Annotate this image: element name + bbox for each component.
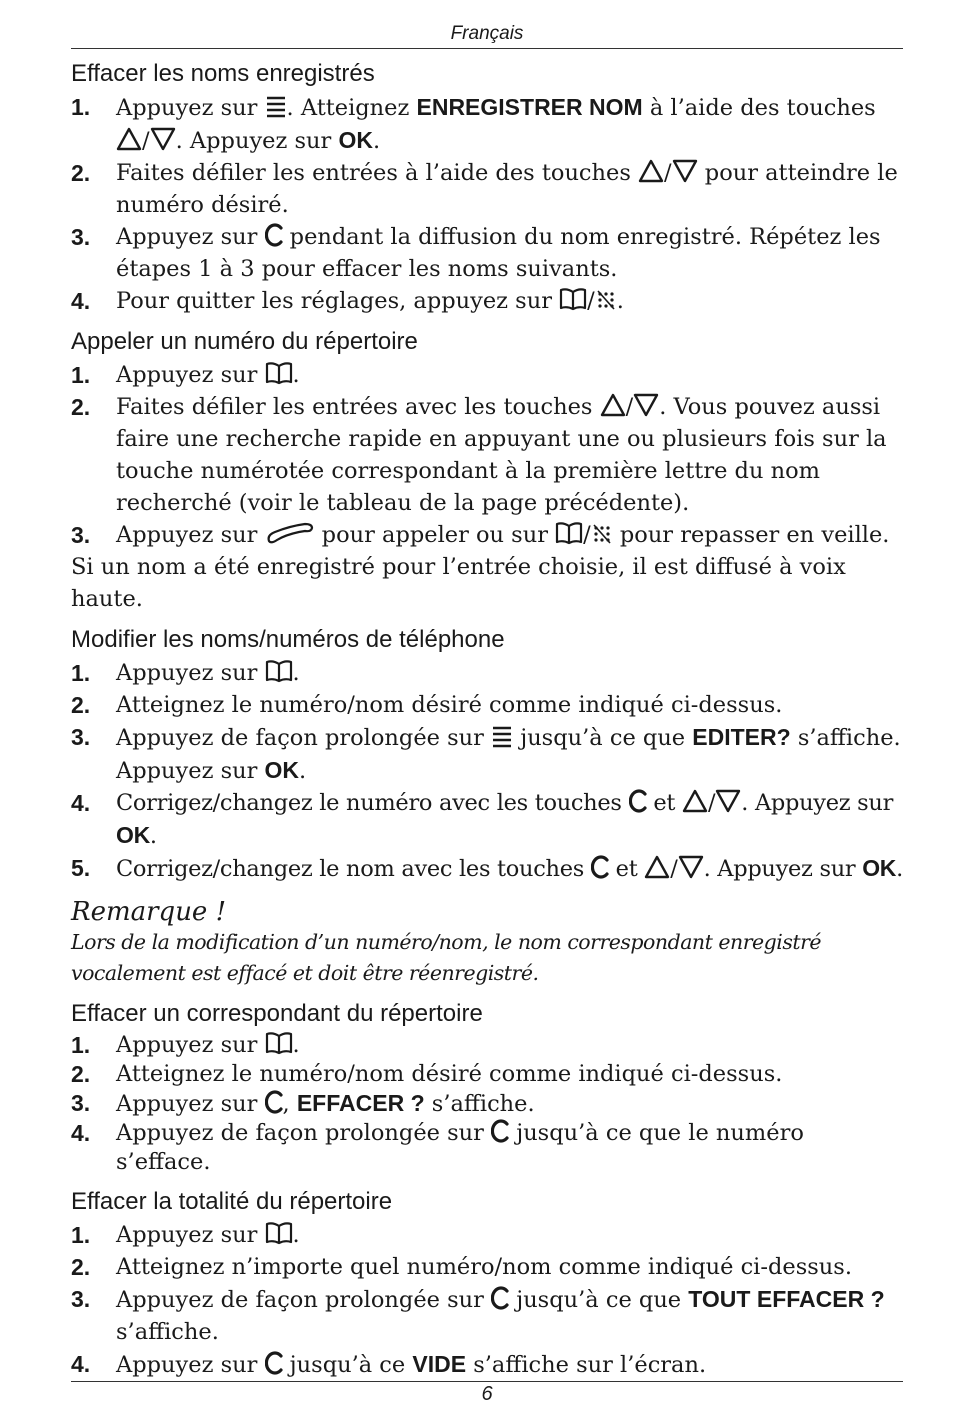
- hangup-icon: [591, 521, 613, 545]
- clear-c-icon: [629, 789, 647, 813]
- step-number: 2.: [71, 1061, 91, 1087]
- keyword-ok: OK: [116, 822, 150, 848]
- step-text: Appuyez de façon prolongée sur jusqu’à ce que TOUT EFFACER ? s’affiche.: [116, 1286, 885, 1345]
- step-text: Appuyez sur .: [116, 1222, 300, 1248]
- step-text: Appuyez sur pour appeler ou sur / pour repasser en veille.: [116, 522, 890, 548]
- clear-c-icon: [265, 1351, 283, 1375]
- phonebook-icon: [265, 361, 293, 385]
- section-title-effacer-noms: Effacer les noms enregistrés: [71, 60, 375, 87]
- step-number: 2.: [71, 160, 91, 186]
- manual-page: [71, 18, 903, 1406]
- list-item: [71, 91, 903, 157]
- step-text: Appuyez sur .: [116, 362, 300, 388]
- list-item: [71, 787, 903, 852]
- step-text: Atteignez le numéro/nom désiré comme indiqué ci-dessus.: [116, 1061, 783, 1087]
- section-title-modifier: Modifier les noms/numéros de téléphone: [71, 626, 505, 653]
- list-item: [71, 285, 903, 317]
- call-handset-icon: [265, 521, 315, 545]
- list-item: [71, 689, 903, 721]
- down-arrow-icon: [150, 127, 176, 151]
- list-item: [71, 1219, 903, 1251]
- clear-c-icon: [265, 1090, 283, 1114]
- note-title: Remarque !: [71, 897, 227, 927]
- step-number: 3.: [71, 724, 91, 750]
- clear-c-icon: [491, 1119, 509, 1143]
- step-text: Faites défiler les entrées à l’aide des touches / pour atteindre le numéro désiré.: [116, 160, 898, 218]
- paragraph-voice-note: Si un nom a été enregistré pour l’entrée choisie, il est diffusé à voix haute.: [71, 554, 846, 612]
- step-number: 2.: [71, 1254, 91, 1280]
- list-item: [71, 721, 903, 787]
- section-title-effacer-totalite: Effacer la totalité du répertoire: [71, 1188, 393, 1215]
- step-number: 2.: [71, 394, 91, 420]
- step-number: 4.: [71, 1120, 91, 1146]
- section-title-appeler: Appeler un numéro du répertoire: [71, 328, 418, 355]
- keyword: EDITER?: [692, 724, 791, 750]
- step-text: Faites défiler les entrées avec les touches / . Vous pouvez aussi faire une recherche rapide en appuyant une ou plusieurs fois sur la touche numérotée correspondant à la première lettre du nom recherché (voir le tableau de la page précédente).: [116, 394, 887, 516]
- up-arrow-icon: [682, 789, 708, 813]
- clear-c-icon: [491, 1286, 509, 1310]
- list-item: [71, 221, 903, 285]
- keyword-ok: OK: [338, 127, 373, 153]
- phonebook-icon: [559, 287, 587, 311]
- keyword: VIDE: [412, 1351, 467, 1377]
- step-text: Atteignez le numéro/nom désiré comme indiqué ci-dessus.: [116, 692, 783, 718]
- note-body: Lors de la modification d’un numéro/nom, le nom correspondant enregistré vocalement est effacé et doit être réenregistré.: [71, 930, 822, 985]
- step-number: 1.: [71, 660, 91, 686]
- step-number: 3.: [71, 224, 91, 250]
- step-number: 1.: [71, 362, 91, 388]
- keyword: EFFACER ?: [296, 1090, 425, 1116]
- clear-c-icon: [591, 855, 609, 879]
- list-item: [71, 1119, 903, 1177]
- step-number: 1.: [71, 1032, 91, 1058]
- list-item: [71, 1060, 903, 1089]
- phonebook-icon: [265, 1031, 293, 1055]
- step-number: 4.: [71, 1351, 91, 1377]
- step-number: 1.: [71, 1222, 91, 1248]
- step-text: Appuyez sur .: [116, 660, 300, 686]
- down-arrow-icon: [633, 393, 659, 417]
- down-arrow-icon: [678, 855, 704, 879]
- clear-c-icon: [265, 223, 283, 247]
- menu-icon: [265, 94, 287, 118]
- menu-icon: [491, 724, 513, 748]
- step-number: 5.: [71, 855, 91, 881]
- phonebook-icon: [555, 521, 583, 545]
- header-language: Français: [450, 23, 524, 44]
- list-item: [71, 519, 903, 551]
- phonebook-icon: [265, 659, 293, 683]
- keyword-ok: OK: [264, 757, 300, 783]
- up-arrow-icon: [116, 127, 142, 151]
- list-item: [71, 391, 903, 519]
- step-text: Corrigez/changez le nom avec les touches et / . Appuyez sur OK.: [116, 855, 903, 882]
- step-text: Appuyez sur .: [116, 1032, 300, 1058]
- step-number: 3.: [71, 522, 91, 548]
- step-number: 3.: [71, 1090, 91, 1116]
- step-text: Pour quitter les réglages, appuyez sur / .: [116, 288, 624, 314]
- step-text: Appuyez de façon prolongée sur jusqu’à ce que EDITER? s’affiche. Appuyez sur OK.: [116, 724, 901, 784]
- step-text: Atteignez n’importe quel numéro/nom comme indiqué ci-dessus.: [116, 1254, 852, 1280]
- hangup-icon: [595, 287, 617, 311]
- step-number: 1.: [71, 94, 91, 120]
- list-item: [71, 157, 903, 221]
- list-item: [71, 657, 903, 689]
- list-item: [71, 1089, 903, 1119]
- keyword: ENREGISTRER NOM: [416, 94, 643, 120]
- step-number: 2.: [71, 692, 91, 718]
- down-arrow-icon: [715, 789, 741, 813]
- keyword: TOUT EFFACER ?: [688, 1286, 885, 1312]
- step-text: Appuyez sur . Atteignez ENREGISTRER NOM à l’aide des touches / . Appuyez sur OK.: [116, 94, 876, 154]
- list-item: [71, 852, 903, 885]
- header-rule: [71, 48, 903, 49]
- step-list: [71, 1031, 903, 1177]
- list-item: [71, 1348, 903, 1381]
- list-item: [71, 359, 903, 391]
- step-number: 4.: [71, 790, 91, 816]
- list-item: [71, 1031, 903, 1060]
- section-title-effacer-correspondant: Effacer un correspondant du répertoire: [71, 1000, 483, 1027]
- up-arrow-icon: [600, 393, 626, 417]
- page-number: 6: [481, 1383, 493, 1405]
- list-item: [71, 1251, 903, 1283]
- step-number: 4.: [71, 288, 91, 314]
- step-text: Appuyez de façon prolongée sur jusqu’à ce que le numéro s’efface.: [116, 1120, 804, 1175]
- step-text: Corrigez/changez le numéro avec les touches et / . Appuyez sur OK.: [116, 790, 894, 849]
- keyword-ok: OK: [862, 855, 897, 881]
- step-text: Appuyez sur , EFFACER ? s’affiche.: [116, 1090, 535, 1117]
- list-item: [71, 1283, 903, 1348]
- up-arrow-icon: [638, 159, 664, 183]
- step-text: Appuyez sur pendant la diffusion du nom enregistré. Répétez les étapes 1 à 3 pour effacer les noms suivants.: [116, 224, 881, 282]
- step-number: 3.: [71, 1286, 91, 1312]
- phonebook-icon: [265, 1221, 293, 1245]
- up-arrow-icon: [644, 855, 670, 879]
- down-arrow-icon: [672, 159, 698, 183]
- step-text: Appuyez sur jusqu’à ce VIDE s’affiche sur l’écran.: [116, 1351, 707, 1378]
